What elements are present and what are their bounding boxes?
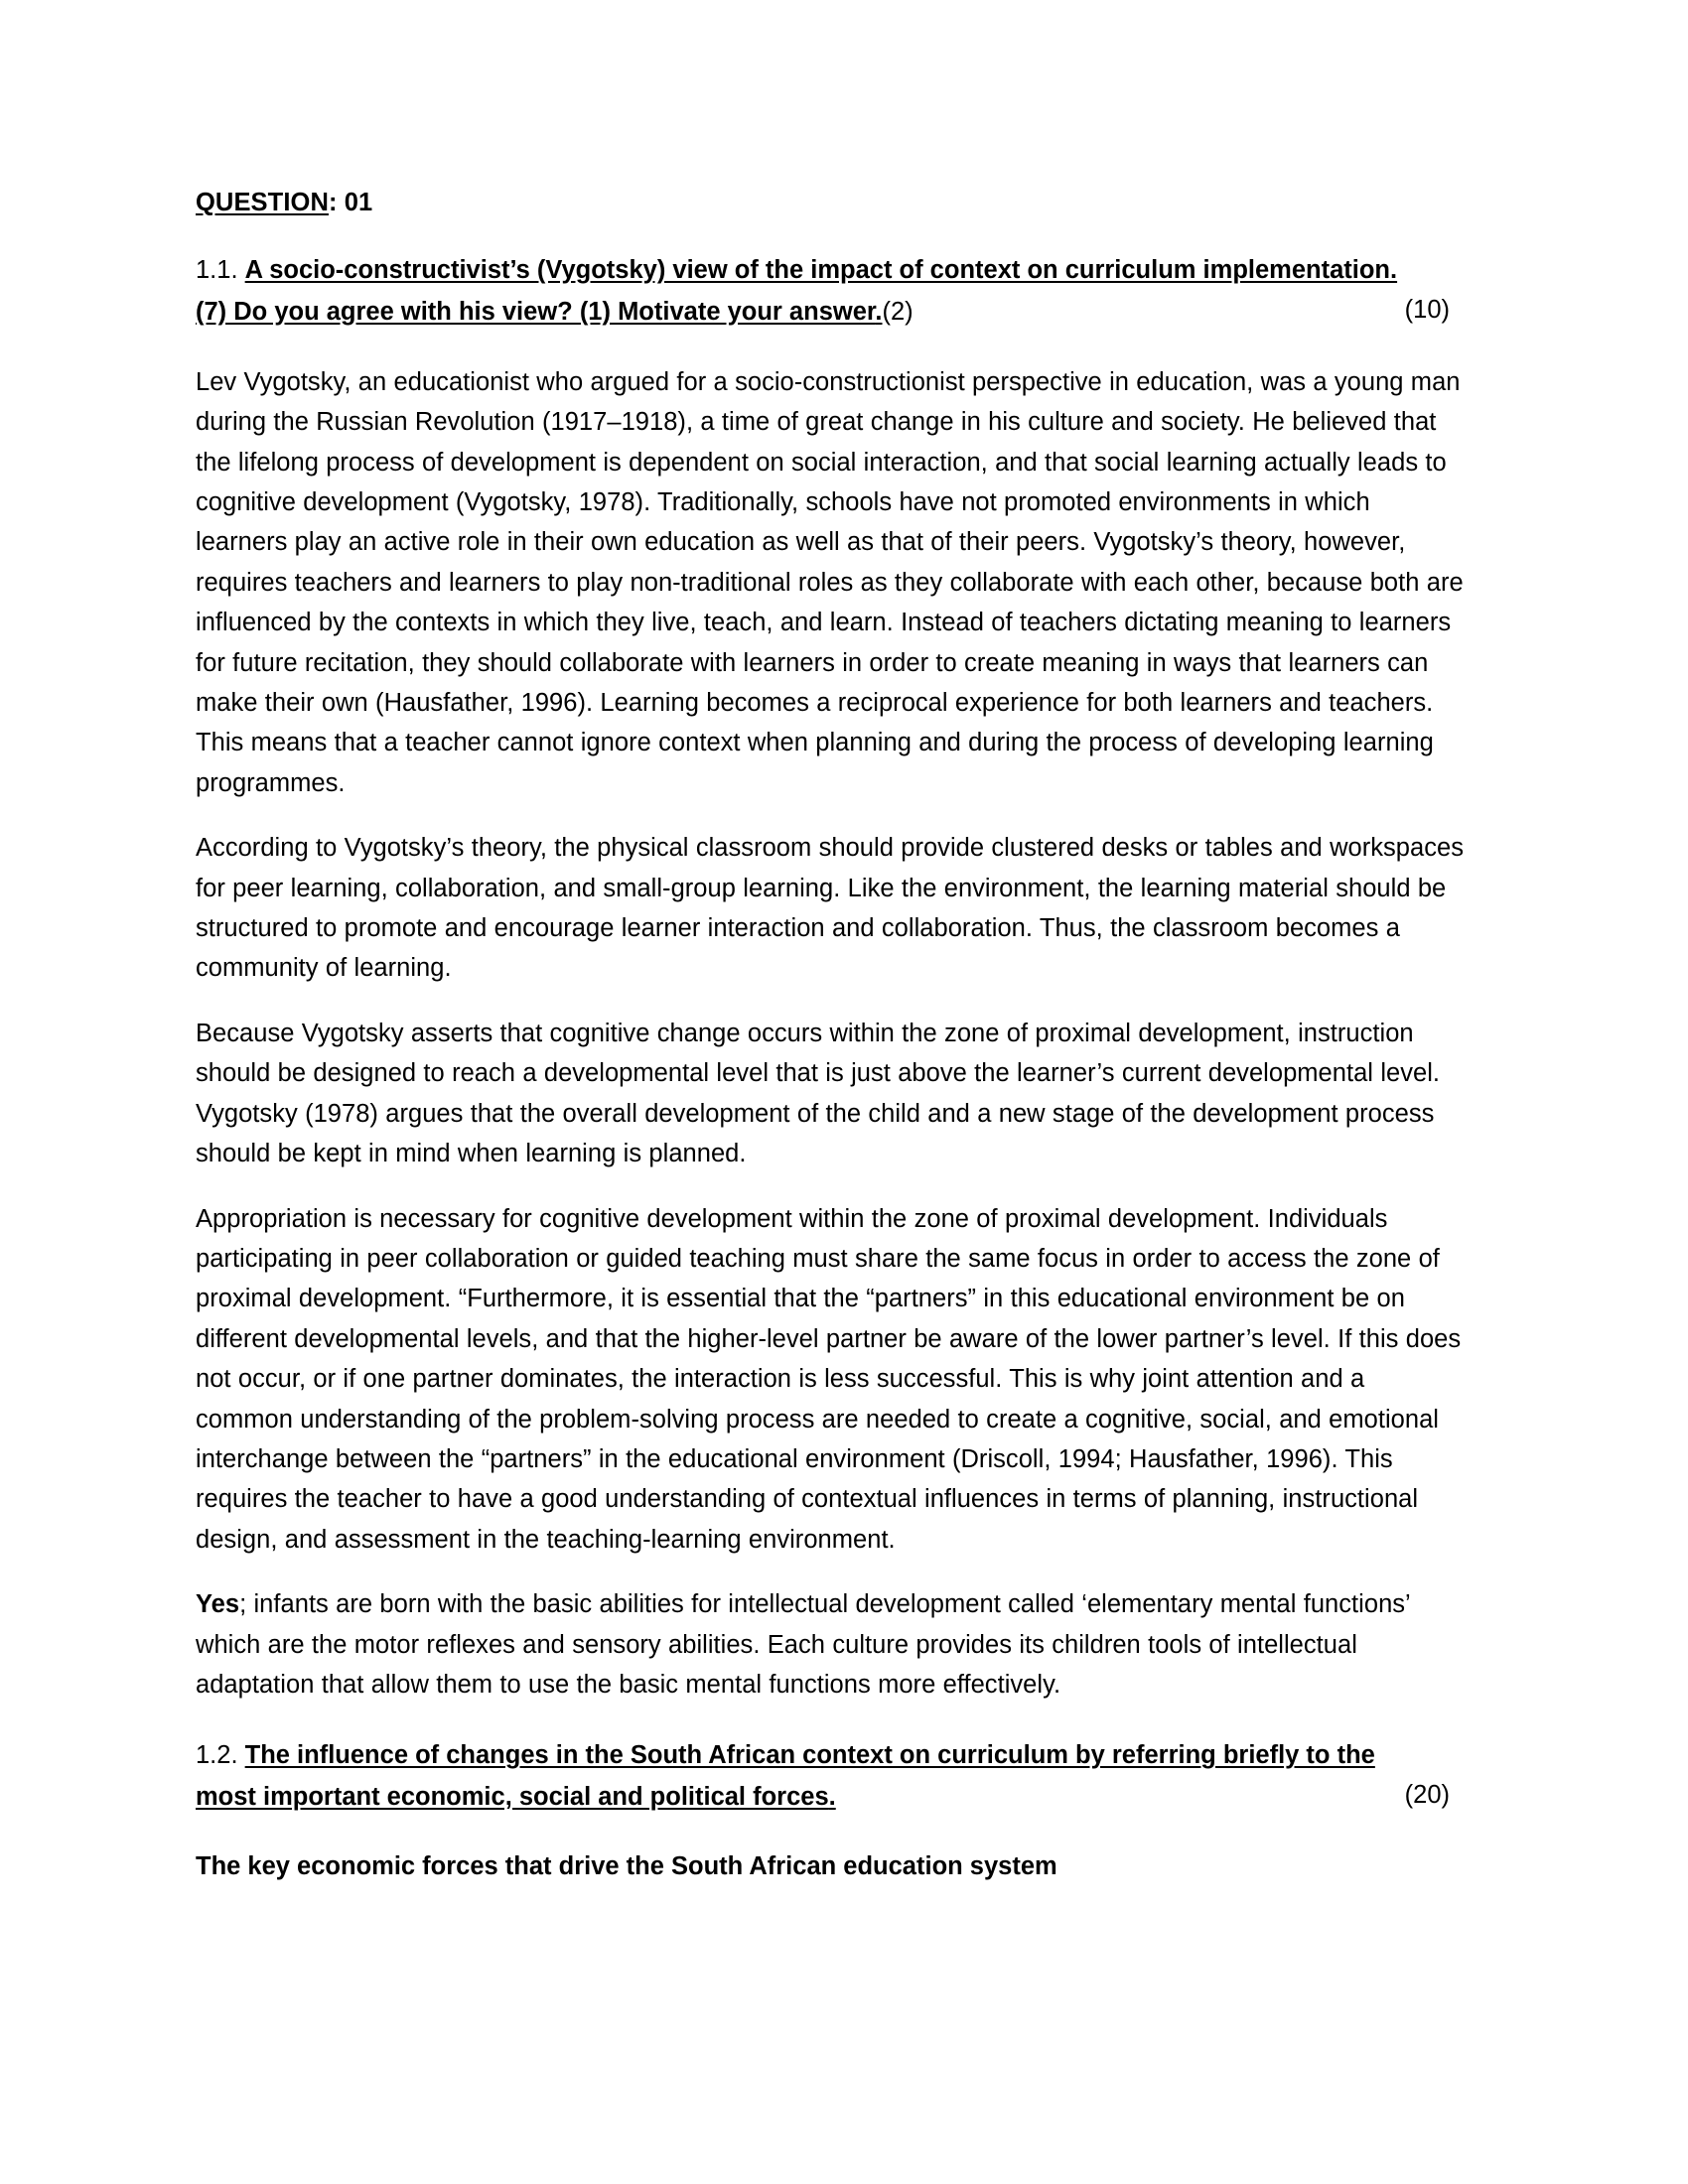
closing-bold-line: The key economic forces that drive the South African education system <box>196 1851 1057 1880</box>
document-body <box>196 185 1468 1887</box>
subheading-1-2-line2: most important economic, social and political forces <box>196 1782 829 1811</box>
paragraph-5 <box>196 1584 1468 1705</box>
subheading-1-1 <box>196 250 1468 333</box>
subheading-1-2-total-marks: (20) <box>1404 1780 1450 1809</box>
paragraph-5-rest: ; infants are born with the basic abilities for intellectual development called ‘elementary mental functions’ which are the motor reflexes and sensory abilities. Each culture provides its children tools of intellectual adaptation that allow them to use the basic mental functions more effectively. <box>196 1590 1410 1699</box>
subheading-1-2-period: . <box>828 1782 836 1811</box>
subheading-1-2-line1: The influence of changes in the South African context on curriculum by referring briefly to the <box>244 1741 1375 1770</box>
paragraph-2: According to Vygotsky’s theory, the physical classroom should provide clustered desks or tables and workspaces for peer learning, collaboration, and small-group learning. Like the environment, the learning material should be structured to promote and encourage learner interaction and collaboration. Thus, the classroom becomes a community of learning. <box>196 834 1465 983</box>
subheading-1-1-line2: (7) Do you agree with his view? (1) Motivate your answer <box>196 297 876 326</box>
paragraph-1: Lev Vygotsky, an educationist who argued for a socio-constructionist perspective in education, was a young man during the Russian Revolution (1917–1918), a time of great change in his culture and society. He believed that the lifelong process of development is dependent on social interaction, and that social learning actually leads to cognitive development (Vygotsky, 1978). Traditionally, schools have not promoted environments in which learners play an active role in their own education as well as that of their peers. Vygotsky’s theory, however, requires teachers and learners to play non-traditional roles as they collaborate with each other, because both are influenced by the contexts in which they live, teach, and learn. Instead of teachers dictating meaning to learners for future recitation, they should collaborate with learners in order to create meaning in ways that learners can make their own (Hausfather, 1996). Learning becomes a reciprocal experience for both learners and teachers. This means that a teacher cannot ignore context when planning and during the process of developing learning programmes. <box>196 367 1464 797</box>
subheading-1-2-number: 1.2. <box>196 1741 238 1770</box>
question-heading-rest: : 01 <box>328 189 373 216</box>
subheading-1-1-total-marks: (10) <box>1404 295 1450 324</box>
subheading-1-1-line1: A socio-constructivist’s (Vygotsky) view of the impact of context on curriculum implementation. <box>244 256 1398 285</box>
question-heading <box>196 185 1468 220</box>
subheading-1-1-inline-marks: (2) <box>882 297 914 326</box>
paragraph-4: Appropriation is necessary for cognitive development within the zone of proximal development. Individuals participating in peer collaboration or guided teaching must share the same focus in order to access the zone of proximal development. “Furthermore, it is essential that the “partners” in this educational environment be on different developmental levels, and that the higher-level partner be aware of the lower partner’s level. If this does not occur, or if one partner dominates, the interaction is less successful. This is why joint attention and a common understanding of the problem-solving process are needed to create a cognitive, social, and emotional interchange between the “partners” in the educational environment (Driscoll, 1994; Hausfather, 1996). This requires the teacher to have a good understanding of contextual influences in terms of planning, instructional design, and assessment in the teaching-learning environment. <box>196 1204 1462 1554</box>
paragraph-3: Because Vygotsky asserts that cognitive change occurs within the zone of proximal development, instruction should be designed to reach a developmental level that is just above the learner’s current developmental level. Vygotsky (1978) argues that the overall development of the child and a new stage of the development process should be kept in mind when learning is planned. <box>196 1019 1441 1168</box>
question-heading-underlined: QUESTION <box>196 189 329 216</box>
subheading-1-1-period: . <box>875 297 883 326</box>
subheading-1-1-number: 1.1. <box>196 256 238 285</box>
paragraph-5-bold-lead: Yes <box>196 1590 240 1619</box>
subheading-1-2 <box>196 1735 1468 1818</box>
